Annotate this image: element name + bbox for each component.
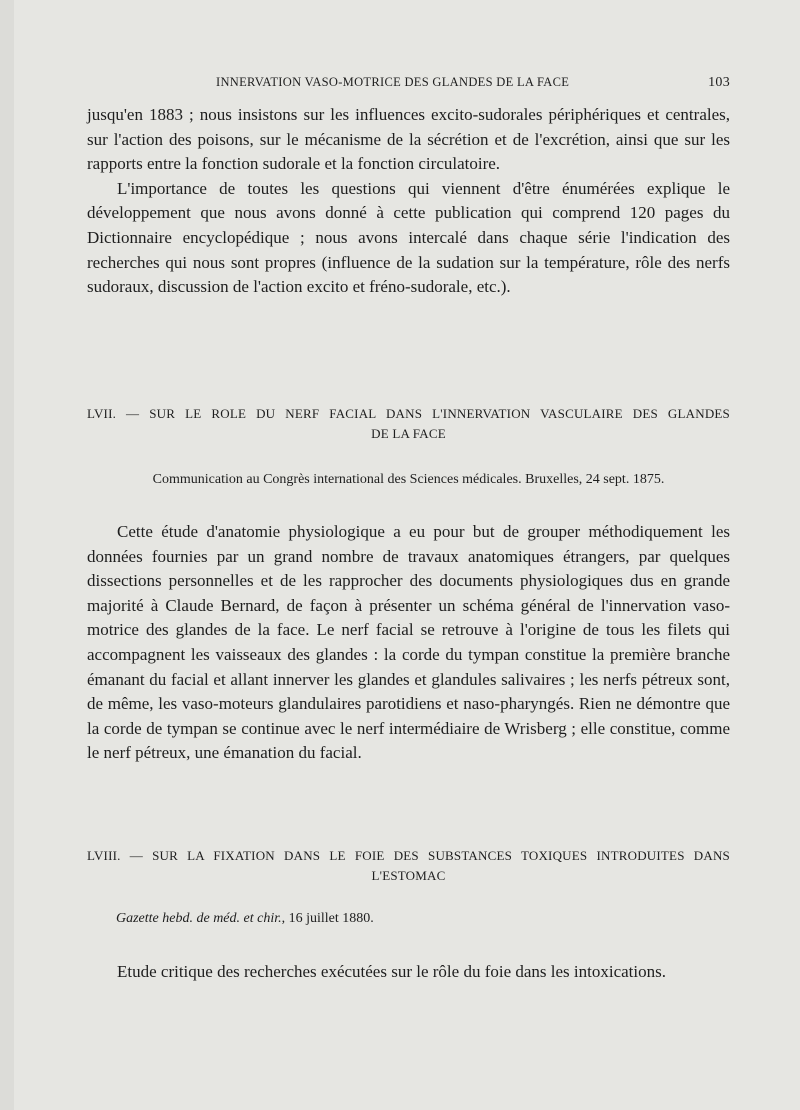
section-lvii-source: Communication au Congrès international des Sciences médicales. Bruxelles, 24 sept. 1875. xyxy=(152,472,665,487)
section-lvii-body: Cette étude d'anatomie physiologique a eu pour but de grouper méthodiquement les données fournies par un grand nombre de travaux anatomiques étrangers, par quelques dissections personnelles et de les rapprocher des documents physiologiques dus en grande majorité à Claude Bernard, de façon à présenter un schéma général de l'innervation vaso-motrice des glandes de la face. Le nerf facial se retrouve à l'origine de tous les filets qui accompagnent les vaisseaux des glandes : la corde du tympan constitue la première branche émanant du facial et allant innerver les glandes et glandules salivaires ; les nerfs pétreux sont, de même, les vaso-moteurs glandulaires parotidiens et naso-pharyngés. Rien ne démontre que la corde de tympan se continue avec le nerf intermédiaire de Wrisberg ; elle constitue, comme le nerf pétreux, une émanation du facial. xyxy=(87,522,730,763)
section-lvii-heading-line1: LVII. — SUR LE ROLE DU NERF FACIAL DANS L'INNERVATION VASCULAIRE DES GLANDES xyxy=(87,406,730,421)
intro-paragraph-2: L'importance de toutes les questions qui viennent d'être énumérées explique le développement que nous avons donné à cette publication qui comprend 120 pages du Dictionnaire encyclopédique ; nous avons intercalé dans chaque série l'indication des recherches qui nous sont propres (influence de la sudation sur la température, rôle des nerfs sudoraux, discussion de l'action excito et fréno-sudorale, etc.). xyxy=(87,178,730,297)
section-lviii-heading-line2: L'ESTOMAC xyxy=(371,868,446,883)
section-lviii-body-block xyxy=(87,960,730,985)
section-lviii-heading xyxy=(87,846,730,886)
section-lviii-body: Etude critique des recherches exécutées sur le rôle du foie dans les intoxications. xyxy=(117,962,666,981)
section-lviii-source-journal: Gazette hebd. de méd. et chir. xyxy=(116,911,282,926)
section-lviii-source-date: , 16 juillet 1880. xyxy=(281,911,374,926)
section-lvii-heading xyxy=(87,404,730,444)
intro-block xyxy=(87,103,730,300)
section-lvii-heading-line2: DE LA FACE xyxy=(371,426,446,441)
running-title: INNERVATION VASO-MOTRICE DES GLANDES DE LA FACE xyxy=(216,75,570,89)
page-number: 103 xyxy=(708,75,730,90)
section-lviii-source xyxy=(116,909,716,929)
document-page xyxy=(14,0,800,1110)
section-lvii-body-block xyxy=(87,520,730,766)
intro-paragraph-1: jusqu'en 1883 ; nous insistons sur les influences excito-sudorales périphériques et centrales, sur l'action des poisons, sur le mécanisme de la sécrétion et de l'excrétion, ainsi que sur les rapports entre la fonction sudorale et la fonction circulatoire. xyxy=(87,105,730,174)
section-lviii-heading-line1: LVIII. — SUR LA FIXATION DANS LE FOIE DES SUBSTANCES TOXIQUES INTRODUITES DANS xyxy=(87,848,730,863)
